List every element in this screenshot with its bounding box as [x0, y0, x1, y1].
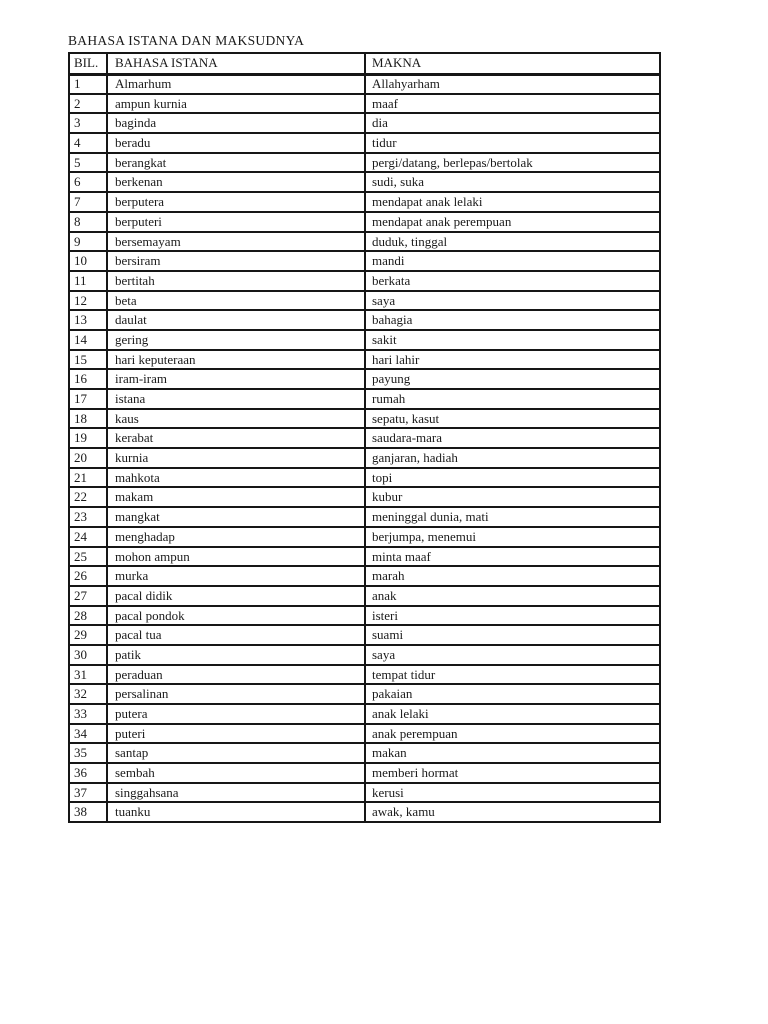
cell-bahasa-istana: bersiram: [107, 251, 365, 271]
cell-makna: meninggal dunia, mati: [365, 507, 660, 527]
table-row: [69, 251, 660, 271]
cell-bil: 8: [69, 212, 107, 232]
table-row: [69, 665, 660, 685]
cell-makna: maaf: [365, 94, 660, 114]
cell-bahasa-istana: Almarhum: [107, 74, 365, 94]
table-row: [69, 566, 660, 586]
cell-bil: 1: [69, 74, 107, 94]
cell-makna: kerusi: [365, 783, 660, 803]
cell-bahasa-istana: persalinan: [107, 684, 365, 704]
cell-makna: payung: [365, 369, 660, 389]
cell-bahasa-istana: makam: [107, 487, 365, 507]
cell-bahasa-istana: daulat: [107, 310, 365, 330]
table-row: [69, 330, 660, 350]
cell-makna: sepatu, kasut: [365, 409, 660, 429]
cell-bahasa-istana: berkenan: [107, 172, 365, 192]
cell-bahasa-istana: pacal tua: [107, 625, 365, 645]
cell-bil: 22: [69, 487, 107, 507]
cell-makna: minta maaf: [365, 547, 660, 567]
table-row: [69, 389, 660, 409]
cell-bil: 19: [69, 428, 107, 448]
cell-makna: saya: [365, 645, 660, 665]
cell-makna: memberi hormat: [365, 763, 660, 783]
cell-bahasa-istana: pacal pondok: [107, 606, 365, 626]
cell-bahasa-istana: ampun kurnia: [107, 94, 365, 114]
cell-bil: 15: [69, 350, 107, 370]
cell-makna: isteri: [365, 606, 660, 626]
cell-bil: 3: [69, 113, 107, 133]
table-body: [69, 74, 660, 822]
cell-bahasa-istana: peraduan: [107, 665, 365, 685]
cell-makna: duduk, tinggal: [365, 232, 660, 252]
cell-bil: 5: [69, 153, 107, 173]
cell-bahasa-istana: patik: [107, 645, 365, 665]
cell-makna: saya: [365, 291, 660, 311]
cell-bahasa-istana: iram-iram: [107, 369, 365, 389]
cell-makna: suami: [365, 625, 660, 645]
cell-makna: anak: [365, 586, 660, 606]
cell-makna: sudi, suka: [365, 172, 660, 192]
cell-makna: anak perempuan: [365, 724, 660, 744]
cell-bahasa-istana: murka: [107, 566, 365, 586]
table-row: [69, 232, 660, 252]
cell-bil: 9: [69, 232, 107, 252]
cell-bahasa-istana: hari keputeraan: [107, 350, 365, 370]
cell-makna: Allahyarham: [365, 74, 660, 94]
table-row: [69, 487, 660, 507]
cell-bil: 13: [69, 310, 107, 330]
cell-bil: 21: [69, 468, 107, 488]
cell-bil: 27: [69, 586, 107, 606]
cell-bil: 20: [69, 448, 107, 468]
cell-makna: anak lelaki: [365, 704, 660, 724]
cell-makna: makan: [365, 743, 660, 763]
cell-makna: saudara-mara: [365, 428, 660, 448]
cell-bil: 7: [69, 192, 107, 212]
table-header-row: [69, 53, 660, 74]
cell-bil: 25: [69, 547, 107, 567]
cell-bahasa-istana: putera: [107, 704, 365, 724]
table-row: [69, 684, 660, 704]
cell-bahasa-istana: santap: [107, 743, 365, 763]
cell-bahasa-istana: baginda: [107, 113, 365, 133]
cell-makna: bahagia: [365, 310, 660, 330]
cell-bil: 4: [69, 133, 107, 153]
header-bil: BIL.: [69, 53, 107, 74]
cell-bahasa-istana: tuanku: [107, 802, 365, 822]
cell-bil: 37: [69, 783, 107, 803]
cell-bil: 16: [69, 369, 107, 389]
table-row: [69, 271, 660, 291]
cell-makna: tempat tidur: [365, 665, 660, 685]
cell-bil: 34: [69, 724, 107, 744]
cell-bil: 31: [69, 665, 107, 685]
table-row: [69, 645, 660, 665]
cell-makna: berkata: [365, 271, 660, 291]
cell-bahasa-istana: mohon ampun: [107, 547, 365, 567]
cell-bahasa-istana: berputera: [107, 192, 365, 212]
cell-bil: 23: [69, 507, 107, 527]
cell-bil: 17: [69, 389, 107, 409]
cell-bil: 33: [69, 704, 107, 724]
table-row: [69, 113, 660, 133]
table-row: [69, 724, 660, 744]
table-row: [69, 153, 660, 173]
table-row: [69, 625, 660, 645]
table-row: [69, 428, 660, 448]
cell-makna: tidur: [365, 133, 660, 153]
cell-makna: rumah: [365, 389, 660, 409]
cell-bil: 10: [69, 251, 107, 271]
cell-bahasa-istana: kaus: [107, 409, 365, 429]
cell-bil: 29: [69, 625, 107, 645]
glossary-table: [68, 52, 661, 823]
cell-bil: 28: [69, 606, 107, 626]
cell-bahasa-istana: kurnia: [107, 448, 365, 468]
cell-bahasa-istana: beta: [107, 291, 365, 311]
header-makna: MAKNA: [365, 53, 660, 74]
cell-bil: 2: [69, 94, 107, 114]
cell-makna: ganjaran, hadiah: [365, 448, 660, 468]
table-row: [69, 350, 660, 370]
table-row: [69, 310, 660, 330]
cell-bil: 24: [69, 527, 107, 547]
cell-bahasa-istana: mangkat: [107, 507, 365, 527]
table-row: [69, 802, 660, 822]
cell-makna: mendapat anak lelaki: [365, 192, 660, 212]
table-row: [69, 133, 660, 153]
table-row: [69, 74, 660, 94]
cell-makna: dia: [365, 113, 660, 133]
cell-bahasa-istana: menghadap: [107, 527, 365, 547]
cell-bil: 32: [69, 684, 107, 704]
cell-bil: 35: [69, 743, 107, 763]
table-row: [69, 763, 660, 783]
page-title: BAHASA ISTANA DAN MAKSUDNYA: [68, 33, 305, 48]
cell-makna: pergi/datang, berlepas/bertolak: [365, 153, 660, 173]
cell-bil: 36: [69, 763, 107, 783]
cell-bahasa-istana: gering: [107, 330, 365, 350]
cell-bil: 26: [69, 566, 107, 586]
cell-bahasa-istana: mahkota: [107, 468, 365, 488]
cell-makna: marah: [365, 566, 660, 586]
table-row: [69, 448, 660, 468]
cell-makna: mandi: [365, 251, 660, 271]
cell-bahasa-istana: bertitah: [107, 271, 365, 291]
cell-makna: berjumpa, menemui: [365, 527, 660, 547]
table-row: [69, 606, 660, 626]
cell-bahasa-istana: puteri: [107, 724, 365, 744]
table-row: [69, 507, 660, 527]
cell-bahasa-istana: istana: [107, 389, 365, 409]
table-row: [69, 783, 660, 803]
table-row: [69, 369, 660, 389]
header-bahasa-istana: BAHASA ISTANA: [107, 53, 365, 74]
cell-bil: 11: [69, 271, 107, 291]
table-header: [69, 53, 660, 74]
cell-bahasa-istana: berangkat: [107, 153, 365, 173]
table-row: [69, 547, 660, 567]
table-row: [69, 704, 660, 724]
table-row: [69, 291, 660, 311]
cell-makna: pakaian: [365, 684, 660, 704]
cell-makna: topi: [365, 468, 660, 488]
cell-makna: awak, kamu: [365, 802, 660, 822]
cell-makna: mendapat anak perempuan: [365, 212, 660, 232]
cell-bil: 14: [69, 330, 107, 350]
cell-bahasa-istana: beradu: [107, 133, 365, 153]
table-row: [69, 409, 660, 429]
cell-bahasa-istana: bersemayam: [107, 232, 365, 252]
cell-bil: 38: [69, 802, 107, 822]
cell-bil: 18: [69, 409, 107, 429]
cell-bahasa-istana: berputeri: [107, 212, 365, 232]
table-row: [69, 192, 660, 212]
table-row: [69, 743, 660, 763]
table-row: [69, 468, 660, 488]
cell-bahasa-istana: kerabat: [107, 428, 365, 448]
table-row: [69, 94, 660, 114]
table-row: [69, 527, 660, 547]
table-row: [69, 172, 660, 192]
cell-bil: 30: [69, 645, 107, 665]
cell-makna: hari lahir: [365, 350, 660, 370]
cell-bahasa-istana: pacal didik: [107, 586, 365, 606]
cell-bahasa-istana: singgahsana: [107, 783, 365, 803]
cell-makna: kubur: [365, 487, 660, 507]
cell-makna: sakit: [365, 330, 660, 350]
cell-bahasa-istana: sembah: [107, 763, 365, 783]
cell-bil: 12: [69, 291, 107, 311]
table-row: [69, 586, 660, 606]
table-row: [69, 212, 660, 232]
cell-bil: 6: [69, 172, 107, 192]
